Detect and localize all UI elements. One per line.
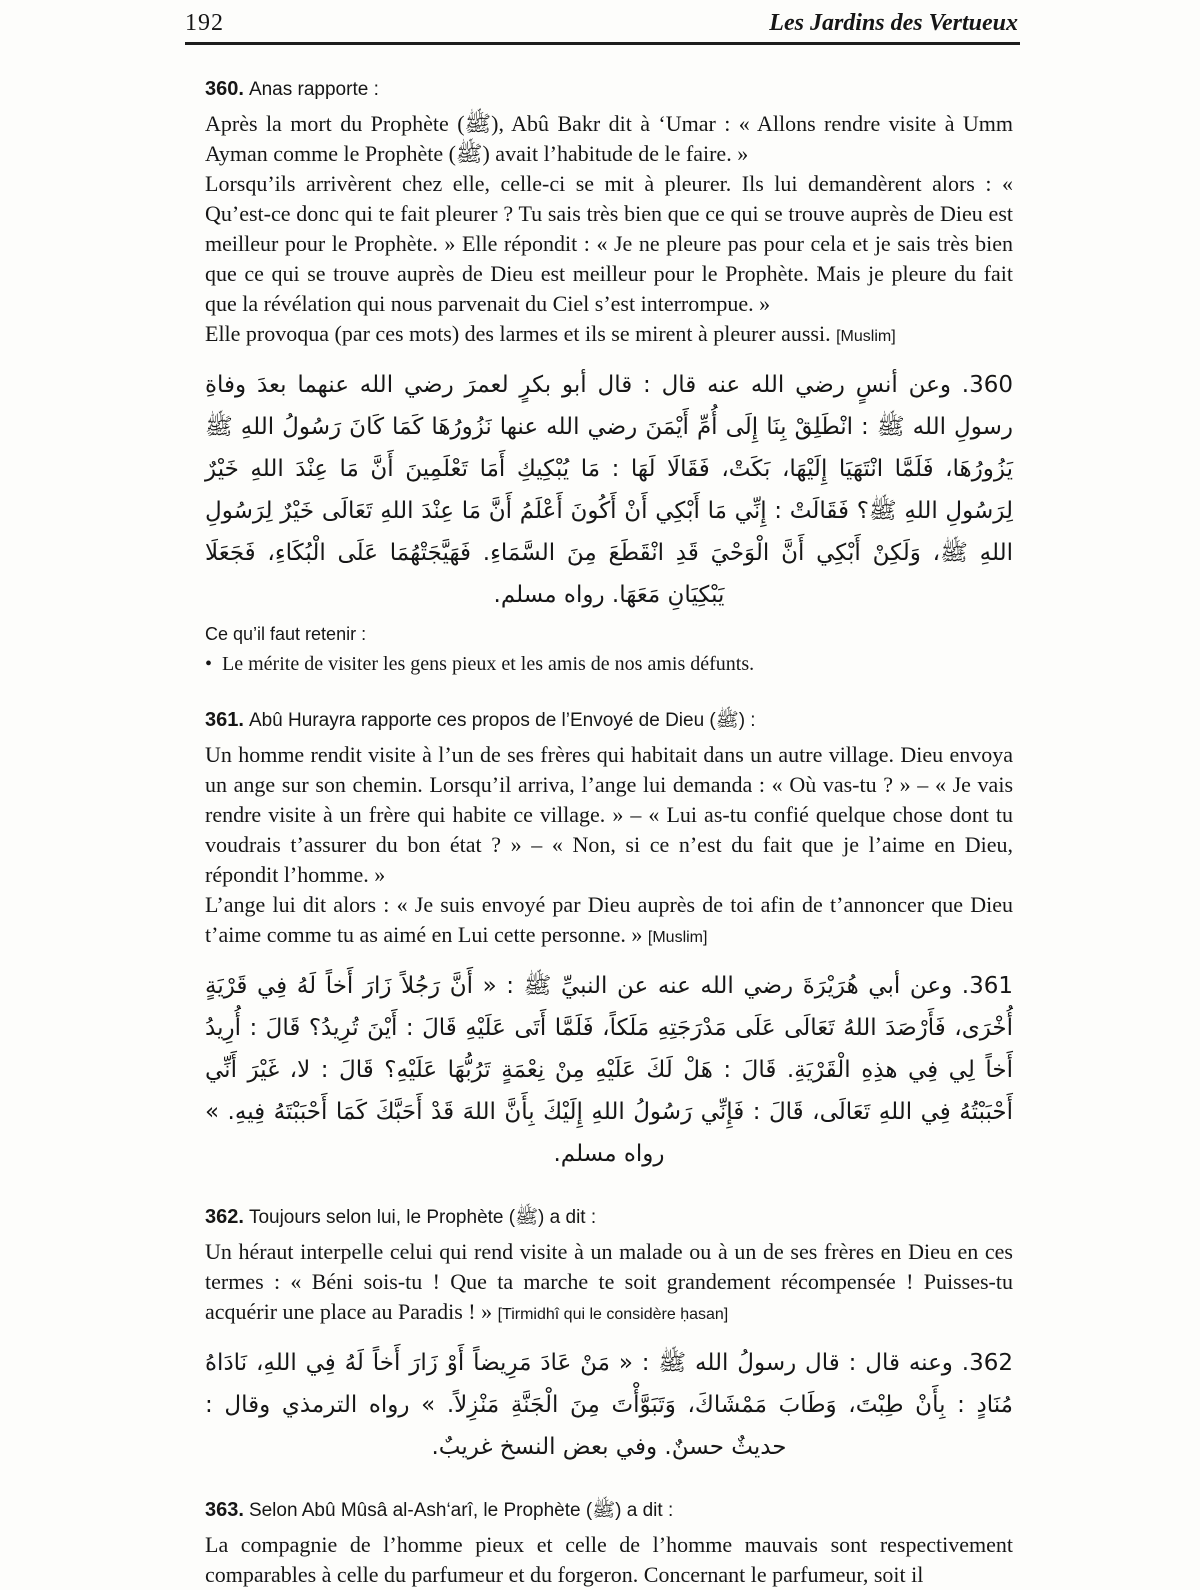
hadith-arabic-text: 360. وعن أنسٍ رضي الله عنه قال : قال أبو بكرٍ لعمرَ رضي الله عنهما بعدَ وفاةِ رسولِ الله ﷺ : انْطَلِقْ بِنَا إِلَى أُمِّ أَيْمَنَ رضي الله عنها نَزُورُهَا كَمَا كَانَ رَسُولُ اللهِ ﷺ يَزُورُهَا، فَلَمَّا انْتَهَيَا إِلَيْهَا، بَكَتْ، فَقَالَا لَهَا : مَا يُبْكِيكِ أَمَا تَعْلَمِينَ أَنَّ مَا عِنْدَ اللهِ خَيْرٌ لِرَسُولِ اللهِ ﷺ؟ فَقَالَتْ : إِنِّي مَا أَبْكِي أَنْ أَكُونَ أَعْلَمُ أَنَّ مَا عِنْدَ اللهِ تَعَالَى خَيْرٌ لِرَسُولِ اللهِ ﷺ، وَلَكِنْ أَبْكِي أَنَّ الْوَحْيَ قَدِ انْقَطَعَ مِنَ السَّمَاءِ. فَهَيَّجَتْهُمَا عَلَى الْبُكَاءِ، فَجَعَلَا يَبْكِيَانِ مَعَهَا. رواه مسلم.: [205, 372, 1013, 608]
hadith-list: [205, 77, 1013, 1590]
header-rule: [185, 42, 1020, 45]
retenir-list: [205, 650, 1013, 678]
page-header: [185, 10, 1018, 37]
french-paragraph: La compagnie de l’homme pieux et celle de l’homme mauvais sont respectivement comparables à celle du parfumeur et du forgeron. Concernant le parfumeur, soit il: [205, 1532, 1013, 1587]
hadith-arabic-text: 361. وعن أبي هُرَيْرَةَ رضي الله عنه عن النبيِّ ﷺ : « أَنَّ رَجُلاً زَارَ أَخاً لَهُ فِي قَرْيَةٍ أُخْرَى، فَأَرْصَدَ اللهُ تَعَالَى عَلَى مَدْرَجَتِهِ مَلَكاً، فَلَمَّا أَتَى عَلَيْهِ قَالَ : أَيْنَ تُرِيدُ؟ قَالَ : أُرِيدُ أَخاً لِي فِي هذِهِ الْقَرْيَةِ. قَالَ : هَلْ لَكَ عَلَيْهِ مِنْ نِعْمَةٍ تَرُبُّهَا عَلَيْهِ؟ قَالَ : لا، غَيْرَ أَنِّي أَحْبَبْتُهُ فِي اللهِ تَعَالَى، قَالَ : فَإِنِّي رَسُولُ اللهِ إِلَيْكَ بِأَنَّ اللهَ قَدْ أَحَبَّكَ كَمَا أَحْبَبْتَهُ فِيهِ. » رواه مسلم.: [205, 973, 1013, 1167]
hadith-section: [205, 1205, 1013, 1468]
retenir-label: Ce qu’il faut retenir :: [205, 624, 367, 644]
hadith-arabic-text: 362. وعنه قال : قال رسولُ الله ﷺ : « مَنْ عَادَ مَرِيضاً أَوْ زَارَ أَخاً لَهُ فِي اللهِ، نَادَاهُ مُنَادٍ : بِأَنْ طِبْتَ، وَطَابَ مَمْشَاكَ، وَتَبَوَّأْتَ مِنَ الْجَنَّةِ مَنْزِلاً. » رواه الترمذي وقال : حديثٌ حسنٌ. وفي بعض النسخ غريبٌ.: [205, 1350, 1013, 1460]
retenir-block: [205, 622, 1013, 678]
french-paragraph: Après la mort du Prophète (ﷺ), Abû Bakr dit à ‘Umar : « Allons rendre visite à Umm Ayman comme le Prophète (ﷺ) avait l’habitude de le faire. »: [205, 111, 1013, 166]
hadith-number: 361.: [205, 709, 244, 731]
hadith-heading: [205, 77, 1013, 102]
hadith-section: [205, 1498, 1013, 1590]
hadith-intro: Selon Abû Mûsâ al-Ash‘arî, le Prophète (ﷺ) a dit :: [248, 1500, 674, 1521]
book-title: Les Jardins des Vertueux: [769, 10, 1018, 36]
hadith-intro: Abû Hurayra rapporte ces propos de l’Envoyé de Dieu (ﷺ) :: [248, 710, 756, 731]
hadith-french-text: [205, 1530, 1013, 1590]
hadith-closing-line: [205, 1237, 1013, 1330]
retenir-item-text: Le mérite de visiter les gens pieux et les amis de nos amis défunts.: [222, 653, 755, 675]
hadith-number: 362.: [205, 1206, 244, 1228]
hadith-heading: [205, 1205, 1013, 1230]
hadith-source-ref: [Muslim]: [647, 929, 708, 946]
retenir-item: [205, 650, 1013, 678]
hadith-heading: [205, 708, 1013, 733]
book-page: [0, 10, 1200, 1587]
hadith-heading: [205, 1498, 1013, 1523]
bullet-icon: •: [205, 653, 213, 675]
hadith-intro: Toujours selon lui, le Prophète (ﷺ) a dit :: [248, 1207, 597, 1228]
page-number: 192: [185, 10, 224, 36]
french-paragraph: Un homme rendit visite à l’un de ses frères qui habitait dans un autre village. Dieu envoya un ange sur son chemin. Lorsqu’il arriva, l’ange lui demanda : « Où vas-tu ? » – « Je vais rendre visite à un frère qui habite ce village. » – « Lui as-tu confié quelque chose dont tu voudrais t’assurer du bon état ? » – « Non, si ce n’est du fait que je l’aime en Dieu, répondit l’homme. »: [205, 742, 1013, 887]
hadith-french-text: [205, 109, 1013, 319]
hadith-number: 360.: [205, 78, 244, 100]
hadith-intro: Anas rapporte :: [248, 79, 379, 100]
hadith-section: [205, 708, 1013, 1175]
hadith-closing-text: Un héraut interpelle celui qui rend visite à un malade ou à un de ses frères en Dieu en ces termes : « Béni sois-tu ! Que ta marche te soit grandement récompensée ! Puisses-tu acquérir une place au Paradis ! »: [205, 1239, 1013, 1324]
hadith-french-text: [205, 740, 1013, 890]
hadith-closing-text: L’ange lui dit alors : « Je suis envoyé par Dieu auprès de toi afin de t’annoncer que Dieu t’aime comme tu as aimé en Lui cette personne. »: [205, 892, 1013, 947]
hadith-source-ref: [Muslim]: [836, 328, 896, 345]
hadith-source-ref: [Tirmidhî qui le considère ḥasan]: [497, 1306, 729, 1323]
hadith-number: 363.: [205, 1499, 244, 1521]
hadith-section: [205, 77, 1013, 678]
hadith-closing-text: Elle provoqua (par ces mots) des larmes et ils se mirent à pleurer aussi.: [205, 321, 831, 346]
hadith-closing-line: [205, 319, 1013, 352]
french-paragraph: Lorsqu’ils arrivèrent chez elle, celle-ci se mit à pleurer. Ils lui demandèrent alors : « Qu’est-ce donc qui te fait pleurer ? Tu sais très bien que ce qui se trouve auprès de Dieu est meilleur pour le Prophète. » Elle répondit : « Je ne pleure pas pour cela et je sais très bien que ce qui se trouve auprès de Dieu est meilleur pour le Prophète. Mais je pleure du fait que la révélation qui nous parvenait du Ciel s’est interrompue. »: [205, 171, 1013, 316]
hadith-closing-line: [205, 890, 1013, 953]
